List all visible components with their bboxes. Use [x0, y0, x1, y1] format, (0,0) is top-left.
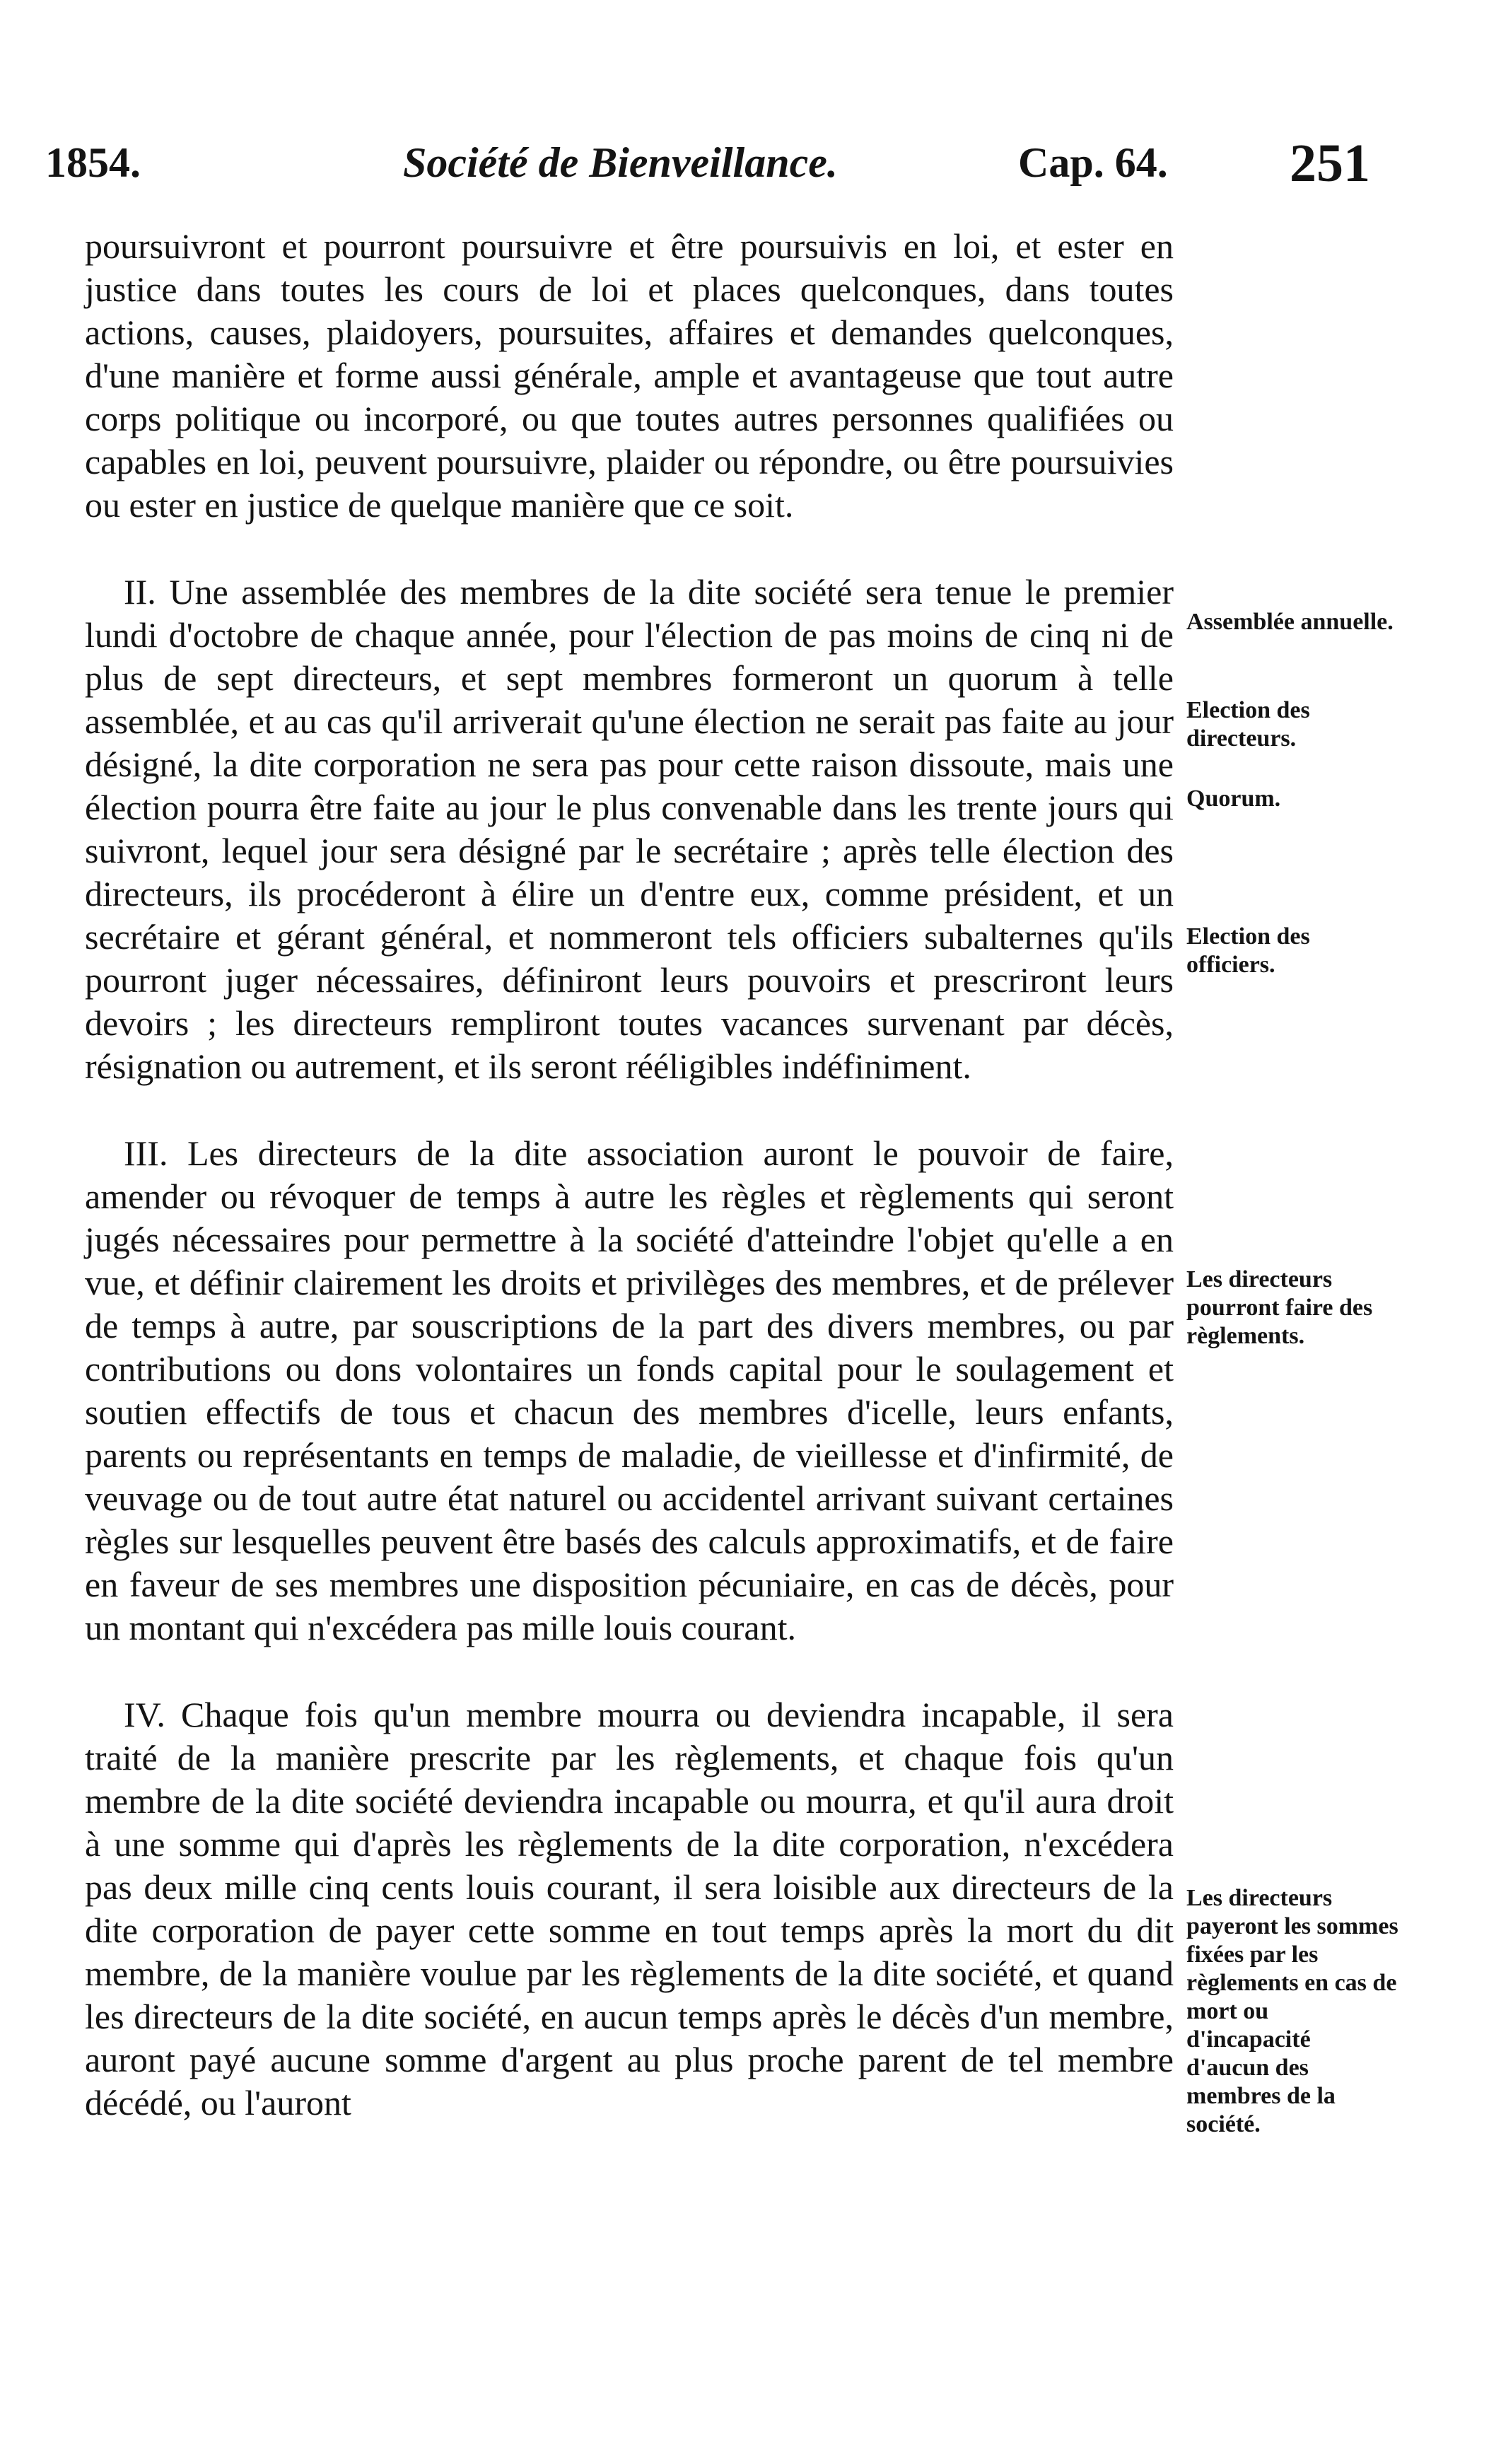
paragraph-continuation: [85, 225, 1174, 527]
section-number: III.: [124, 1133, 168, 1173]
paragraph-text: Chaque fois qu'un membre mourra ou deviendra incapable, il sera traité de la manière prescrite par les règlements, et chaque fois qu'un membre de la dite société deviendra incapable ou mourra, et qu'il aura droit à une somme qui d'après les règlements de la dite corporation, n'excédera pas deux mille cinq cents louis courant, il sera loisible aux directeurs de la dite corporation de payer cette somme en tout temps après la mort du dit membre, de la manière voulue par les règlements de la dite société, et quand les directeurs de la dite société, en aucun temps après le décès d'un membre, auront payé aucune somme d'argent au plus proche parent de tel membre décédé, ou l'auront: [85, 1695, 1174, 2123]
paragraph-section-4: [85, 1693, 1174, 2125]
margin-note-reglements: Les directeurs pourront faire des règlements.: [1186, 1266, 1373, 1349]
paragraph-text: Les directeurs de la dite association auront le pouvoir de faire, amender ou révoquer de temps à autre les règles et règlements qui seront jugés nécessaires pour permettre à la société d'atteindre l'objet qu'elle a en vue, et définir clairement les droits et privilèges des membres, et de prélever de temps à autre, par souscriptions de la part des divers membres, ou par contributions ou dons volontaires un fonds capital pour le soulagement et soutien effectifs de tous et chacun des membres d'icelle, leurs enfants, parents ou représentants en temps de maladie, de vieillesse et d'infirmité, de veuvage ou de tout autre état naturel ou accidentel arrivant suivant certaines règles sur lesquelles peuvent être basés des calculs approximatifs, et de faire en faveur de ses membres une disposition pécuniaire, en cas de décès, pour un montant qui n'excédera pas mille louis courant.: [85, 1133, 1174, 1647]
margin-note-quorum: Quorum.: [1186, 786, 1281, 812]
section-number: IV.: [124, 1695, 165, 1734]
margin-note-assemblee: Assemblée annuelle.: [1186, 609, 1394, 635]
paragraph-text: poursuivront et pourront poursuivre et être poursuivis en loi, et ester en justice dans toutes les cours de loi et places quelconques, dans toutes actions, causes, plaidoyers, poursuites, affaires et demandes quelconques, d'une manière et forme aussi générale, ample et avantageuse que tout autre corps politique ou incorporé, ou que toutes autres personnes qualifiées ou capables en loi, peuvent poursuivre, plaider ou répondre, ou être poursuivies ou ester en justice de quelque manière que ce soit.: [85, 226, 1174, 525]
header-title: Société de Bienveillance.: [403, 139, 838, 186]
header-chapter: Cap. 64.: [1018, 139, 1168, 186]
margin-note-election-directeurs: Election des directeurs.: [1186, 697, 1310, 752]
margin-note-sommes: Les directeurs payeront les sommes fixées par les règlements en cas de mort ou d'incapacité d'aucun des membres de la société.: [1186, 1885, 1398, 2137]
body-text: [85, 225, 1174, 2125]
header-year: 1854.: [45, 139, 141, 186]
section-number: II.: [124, 572, 156, 612]
paragraph-section-2: [85, 571, 1174, 1088]
paragraph-text: Une assemblée des membres de la dite société sera tenue le premier lundi d'octobre de chaque année, pour l'élection de pas moins de cinq ni de plus de sept directeurs, et sept membres formeront un quorum à telle assemblée, et au cas qu'il arriverait qu'une élection ne serait pas faite au jour désigné, la dite corporation ne sera pas pour cette raison dissoute, mais une élection pourra être faite au jour le plus convenable dans les trente jours qui suivront, lequel jour sera désigné par le secrétaire ; après telle élection des directeurs, ils procéderont à élire un d'entre eux, comme président, et un secrétaire et gérant général, et nommeront tels officiers subalternes qu'ils pourront juger nécessaires, définiront leurs pouvoirs et prescriront leurs devoirs ; les directeurs rempliront toutes vacances survenant par décès, résignation ou autrement, et ils seront rééligibles indéfiniment.: [85, 572, 1174, 1086]
margin-note-election-officiers: Election des officiers.: [1186, 923, 1310, 978]
paragraph-section-3: [85, 1132, 1174, 1650]
page-number: 251: [1290, 134, 1370, 193]
